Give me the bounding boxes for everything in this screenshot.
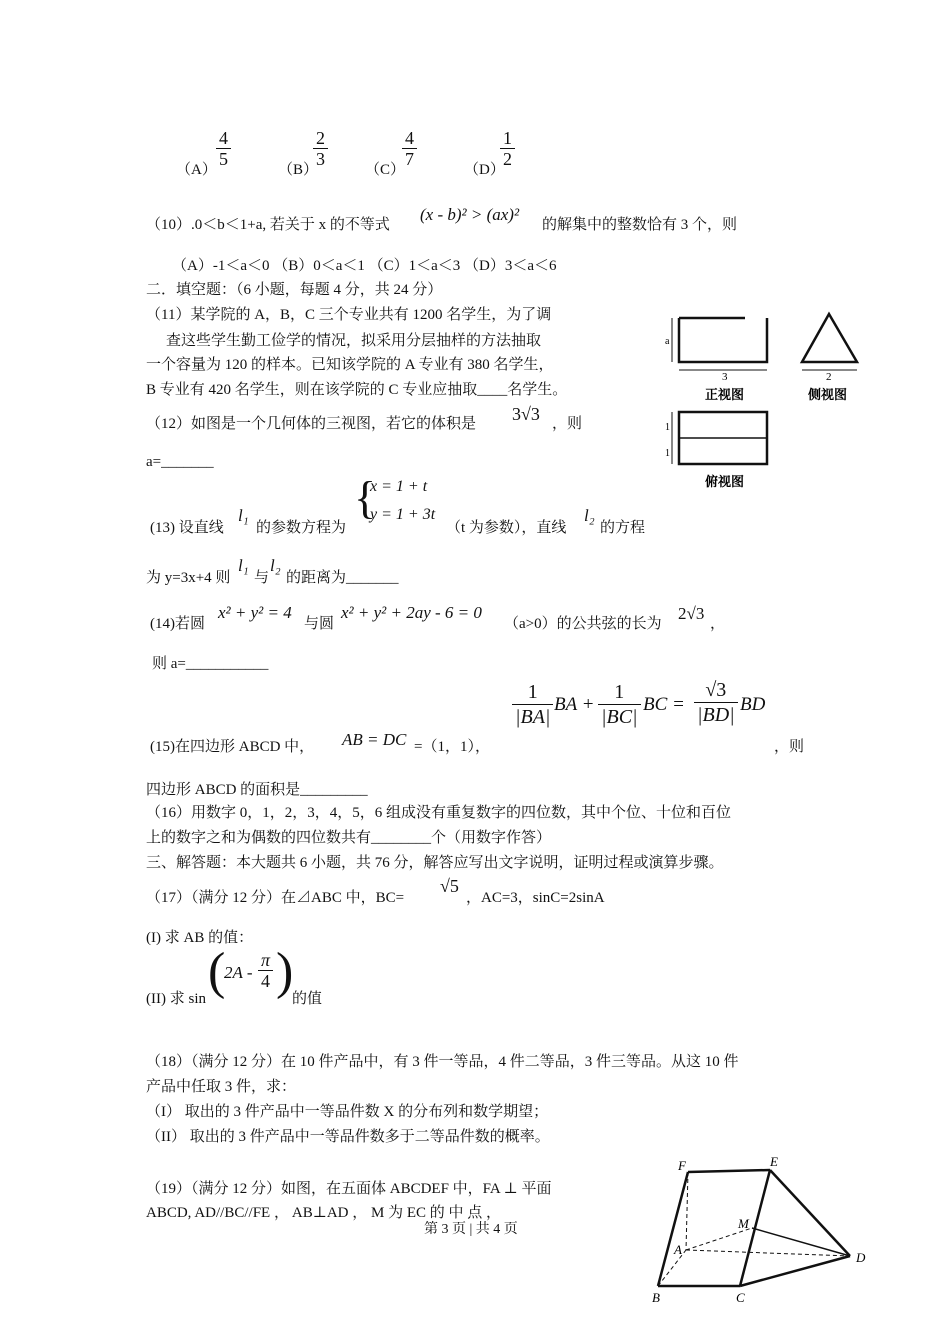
q18-line1: （18）（满分 12 分）在 10 件产品中，有 3 件一等品，4 件二等品，3 件三等品。从这 10 件 bbox=[146, 1054, 739, 1070]
q15-value: =（1，1）， bbox=[414, 739, 490, 755]
vertex-c-label: C bbox=[736, 1290, 745, 1305]
fraction-denominator: 7 bbox=[405, 149, 414, 169]
q13-brace: { bbox=[354, 472, 377, 523]
fraction-numerator: √3 bbox=[694, 678, 738, 703]
q12-volume: 3√3 bbox=[512, 404, 540, 424]
q14-prefix: (14)若圆 bbox=[150, 616, 205, 632]
fraction-numerator: 4 bbox=[402, 128, 417, 149]
q15-prefix: (15)在四边形 ABCD 中， bbox=[150, 739, 315, 755]
q13-system-x: x = 1 + t bbox=[370, 478, 428, 495]
dim-3-label: 3 bbox=[722, 371, 728, 383]
side-view bbox=[802, 314, 857, 362]
q14-answer: 则 a=___________ bbox=[152, 656, 269, 672]
fraction-denominator: |BD| bbox=[697, 704, 735, 726]
q15-term-bd: BD bbox=[740, 694, 766, 715]
vertex-m-label: M bbox=[738, 1216, 749, 1231]
front-view bbox=[679, 318, 767, 362]
q13-line2b: 与 bbox=[254, 570, 270, 586]
q12-text: （12）如图是一个几何体的三视图，若它的体积是 bbox=[146, 416, 477, 432]
vertex-a-label: A bbox=[674, 1242, 682, 1257]
q14-cond: （a>0）的公共弦的长为 bbox=[504, 616, 662, 632]
fraction-numerator: 1 bbox=[598, 680, 641, 705]
q11-line3: 一个容量为 120 的样本。已知该学院的 A 专业有 380 名学生， bbox=[146, 357, 554, 373]
q18-part1: （I） 取出的 3 件产品中一等品件数 X 的分布列和数学期望； bbox=[146, 1104, 549, 1120]
q13-system-y: y = 1 + 3t bbox=[370, 506, 436, 523]
side-view-label: 侧视图 bbox=[808, 387, 848, 402]
q15-vector-eq: AB = DC bbox=[342, 730, 407, 749]
q12-tail: ，则 bbox=[552, 416, 583, 432]
section-3-heading: 三、解答题：本大题共 6 小题，共 76 分，解答应写出文字说明，证明过程或演算步骤。 bbox=[146, 855, 724, 871]
q17-pi-over-4 bbox=[258, 950, 273, 991]
q15-line2: 四边形 ABCD 的面积是_________ bbox=[146, 782, 368, 798]
q14-circle1: x² + y² = 4 bbox=[218, 603, 292, 622]
vertex-b-label: B bbox=[652, 1290, 660, 1305]
pentahedron-figure bbox=[640, 1150, 880, 1344]
top-view bbox=[679, 412, 767, 464]
vertex-e-label: E bbox=[770, 1154, 778, 1169]
q13-l2: l₂ bbox=[584, 506, 595, 525]
vertex-d-label: D bbox=[856, 1250, 866, 1265]
q13-mid: 的参数方程为 bbox=[256, 520, 347, 536]
q14-circle2: x² + y² + 2ay - 6 = 0 bbox=[341, 603, 482, 622]
q15-fraction-bd bbox=[694, 678, 738, 727]
q19-line2: ABCD, AD//BC//FE ， AB⊥AD ， M 为 EC 的 中 点 ， bbox=[146, 1205, 501, 1221]
q9-option-a-label: （A） bbox=[176, 162, 217, 178]
q11-line1: （11）某学院的 A，B，C 三个专业共有 1200 名学生，为了调 bbox=[146, 307, 552, 323]
q14-tail: ， bbox=[710, 616, 726, 632]
q13-l1: l₁ bbox=[238, 506, 249, 525]
fraction-denominator: 2 bbox=[503, 149, 512, 169]
fraction-denominator: |BA| bbox=[515, 706, 551, 728]
q13-prefix: (13) 设直线 bbox=[150, 520, 224, 536]
fraction-numerator: 1 bbox=[500, 128, 515, 149]
q13-line2-l1: l₁ bbox=[238, 556, 249, 575]
q10-suffix: 的解集中的整数恰有 3 个，则 bbox=[542, 217, 738, 233]
dim-2-label: 2 bbox=[826, 371, 832, 383]
fraction-numerator: 1 bbox=[512, 680, 553, 705]
q9-option-b-label: （B） bbox=[278, 162, 319, 178]
q12-answer: a=_______ bbox=[146, 454, 214, 470]
q9-option-a-fraction bbox=[216, 128, 231, 169]
dim-1b-label: 1 bbox=[665, 448, 670, 459]
q15-fraction-bc bbox=[598, 680, 641, 729]
front-view-label: 正视图 bbox=[705, 387, 745, 402]
fraction-denominator: |BC| bbox=[601, 706, 638, 728]
q13-line2-l2: l₂ bbox=[270, 556, 281, 575]
section-2-heading: 二．填空题：（6 小题，每题 4 分，共 24 分） bbox=[146, 282, 443, 298]
q18-line2: 产品中任取 3 件，求： bbox=[146, 1079, 297, 1095]
q9-option-b-fraction bbox=[313, 128, 328, 169]
q16-line2: 上的数字之和为偶数的四位数共有________个（用数字作答） bbox=[146, 830, 552, 846]
q17-part2b: 的值 bbox=[292, 991, 323, 1007]
page-footer: 第 3 页 | 共 4 页 bbox=[424, 1222, 518, 1237]
q18-part2: （II） 取出的 3 件产品中一等品件数多于二等品件数的概率。 bbox=[146, 1129, 550, 1145]
fraction-denominator: 5 bbox=[219, 149, 228, 169]
q14-mid: 与圆 bbox=[304, 616, 335, 632]
three-views-figure bbox=[660, 300, 880, 500]
fraction-numerator: 2 bbox=[313, 128, 328, 149]
q17-sqrt5: √5 bbox=[440, 876, 459, 896]
q17-right-paren: ) bbox=[276, 943, 294, 1000]
q17-part2a: (II) 求 sin bbox=[146, 991, 206, 1007]
q13-tail: 的方程 bbox=[600, 520, 646, 536]
q17-line1b: ，AC=3，sinC=2sinA bbox=[466, 890, 605, 906]
q15-fraction-ba bbox=[512, 680, 553, 729]
q19-line1: （19）（满分 12 分）如图，在五面体 ABCDEF 中，FA ⊥ 平面 bbox=[146, 1181, 552, 1197]
q10-prefix: （10）.0＜b＜1+a, 若关于 x 的不等式 bbox=[146, 217, 390, 233]
q13-param: （t 为参数），直线 bbox=[446, 520, 567, 536]
q15-term-bc: BC = bbox=[643, 694, 685, 715]
fraction-numerator: 4 bbox=[216, 128, 231, 149]
q17-left-paren: ( bbox=[208, 943, 226, 1000]
q11-line2: 查这些学生勤工俭学的情况，拟采用分层抽样的方法抽取 bbox=[166, 333, 542, 349]
q17-part1: (I) 求 AB 的值： bbox=[146, 930, 254, 946]
q14-length: 2√3 bbox=[678, 604, 705, 623]
q10-inequality: (x - b)² > (ax)² bbox=[420, 205, 520, 224]
dim-a-label: a bbox=[665, 336, 670, 347]
q9-option-c-label: （C） bbox=[365, 162, 406, 178]
q15-tail: ，则 bbox=[774, 739, 805, 755]
q16-line1: （16）用数字 0，1，2，3，4，5，6 组成没有重复数字的四位数，其中个位、十位和百位 bbox=[146, 805, 732, 821]
q10-options: （A）-1＜a＜0 （B）0＜a＜1 （C）1＜a＜3 （D）3＜a＜6 bbox=[172, 258, 557, 274]
q17-line1a: （17）（满分 12 分）在⊿ABC 中，BC= bbox=[146, 890, 405, 906]
q9-option-d-label: （D） bbox=[464, 162, 505, 178]
fraction-numerator: π bbox=[258, 950, 273, 971]
solid-edges bbox=[658, 1170, 850, 1286]
q15-term-ba: BA + bbox=[554, 694, 595, 715]
top-view-label: 俯视图 bbox=[705, 474, 745, 489]
q17-inner-2a: 2A - bbox=[224, 963, 253, 982]
dim-1a-label: 1 bbox=[665, 422, 670, 433]
fraction-denominator: 4 bbox=[261, 971, 271, 991]
fraction-denominator: 3 bbox=[316, 149, 325, 169]
q13-line2a: 为 y=3x+4 则 bbox=[146, 570, 231, 586]
q9-option-c-fraction bbox=[402, 128, 417, 169]
vertex-f-label: F bbox=[678, 1158, 686, 1173]
q9-option-d-fraction bbox=[500, 128, 515, 169]
q11-line4: B 专业有 420 名学生，则在该学院的 C 专业应抽取____名学生。 bbox=[146, 382, 568, 398]
q13-line2c: 的距离为_______ bbox=[286, 570, 399, 586]
